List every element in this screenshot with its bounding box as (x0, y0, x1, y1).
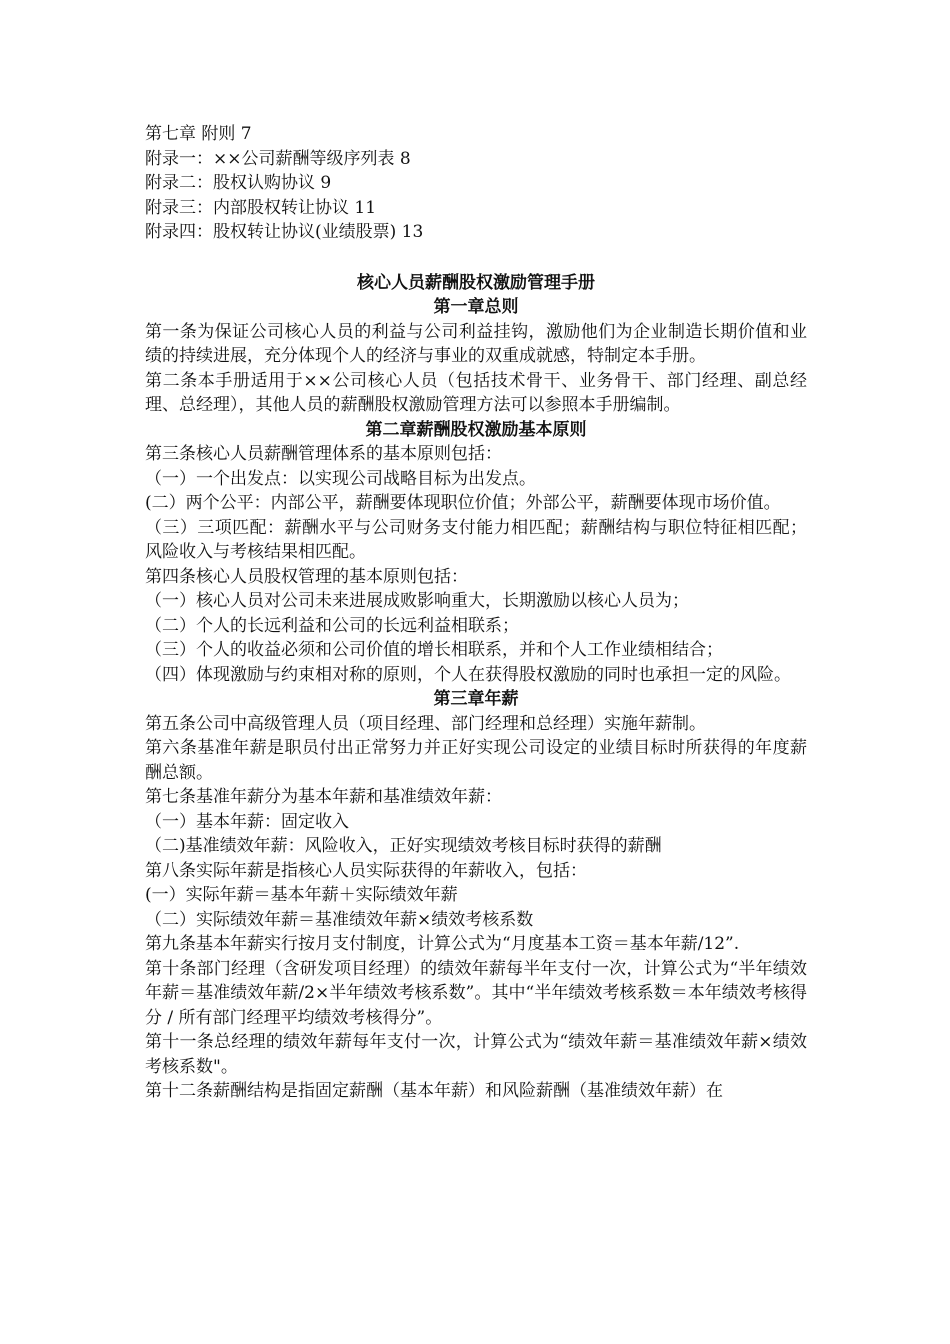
paragraph: (一）实际年薪＝基本年薪＋实际绩效年薪 (145, 885, 458, 905)
paragraph: 第十条部门经理（含研发项目经理）的绩效年薪每半年支付一次，计算公式为“半年绩效年薪＝基准绩效年薪/2×半年绩效考核系数”。其中“半年绩效考核系数＝本年绩效考核得分 / 所有部门经理平均绩效考核得分”。 (145, 958, 807, 1028)
toc-entry: 附录二：股权认购协议 9 (145, 173, 332, 193)
paragraph: 第七条基准年薪分为基本年薪和基准绩效年薪： (145, 787, 502, 807)
paragraph: （二）个人的长远利益和公司的长远利益相联系； (145, 615, 519, 636)
paragraph: （三）三项匹配：薪酬水平与公司财务支付能力相匹配；薪酬结构与职位特征相匹配；风险收入与考核结果相匹配。 (145, 517, 807, 562)
paragraph: 第十二条薪酬结构是指固定薪酬（基本年薪）和风险薪酬（基准绩效年薪）在 (145, 1081, 723, 1101)
paragraph: 第十一条总经理的绩效年薪每年支付一次，计算公式为“绩效年薪＝基准绩效年薪×绩效考核系数"。 (145, 1032, 807, 1077)
paragraph: 第五条公司中高级管理人员（项目经理、部门经理和总经理）实施年薪制。 (145, 713, 706, 734)
toc-entry: 附录四：股权转让协议(业绩股票) 13 (145, 222, 424, 242)
toc-entry: 第七章 附则 7 (145, 124, 252, 144)
paragraph: （一）核心人员对公司未来进展成败影响重大，长期激励以核心人员为； (145, 591, 689, 611)
paragraph: （二)基准绩效年薪：风险收入，正好实现绩效考核目标时获得的薪酬 (145, 836, 662, 856)
paragraph: 第三条核心人员薪酬管理体系的基本原则包括： (145, 444, 502, 464)
paragraph: 第八条实际年薪是指核心人员实际获得的年薪收入，包括： (145, 860, 587, 881)
chapter-heading: 第三章年薪 (433, 689, 519, 709)
table-of-contents (145, 122, 807, 245)
document-content (145, 122, 807, 1104)
paragraph: 第一条为保证公司核心人员的利益与公司利益挂钩，激励他们为企业制造长期价值和业绩的持续进展，充分体现个人的经济与事业的双重成就感，特制定本手册。 (145, 321, 807, 366)
chapter-heading: 第二章薪酬股权激励基本原则 (365, 419, 587, 440)
paragraph: （一）一个出发点：以实现公司战略目标为出发点。 (145, 468, 536, 489)
toc-entry: 附录一：××公司薪酬等级序列表 8 (145, 148, 411, 169)
paragraph: 第四条核心人员股权管理的基本原则包括： (145, 566, 468, 587)
paragraph: 第六条基准年薪是职员付出正常努力并正好实现公司设定的业绩目标时所获得的年度薪酬总额。 (145, 738, 807, 783)
paragraph: 第九条基本年薪实行按月支付制度，计算公式为“月度基本工资＝基本年薪/12”. (145, 934, 740, 954)
chapter-heading: 第一章总则 (433, 297, 519, 317)
paragraph: (二）两个公平：内部公平，薪酬要体现职位价值；外部公平，薪酬要体现市场价值。 (145, 493, 781, 513)
paragraph: 第二条本手册适用于××公司核心人员（包括技术骨干、业务骨干、部门经理、副总经理、总经理），其他人员的薪酬股权激励管理方法可以参照本手册编制。 (145, 370, 807, 415)
toc-entry: 附录三：内部股权转让协议 11 (145, 197, 377, 218)
paragraph: （一）基本年薪：固定收入 (145, 811, 349, 832)
document-title: 核心人员薪酬股权激励管理手册 (357, 272, 595, 293)
paragraph: （四）体现激励与约束相对称的原则，个人在获得股权激励的同时也承担一定的风险。 (145, 664, 791, 685)
paragraph: （三）个人的收益必须和公司价值的增长相联系，并和个人工作业绩相结合； (145, 640, 723, 660)
paragraph: （二）实际绩效年薪＝基准绩效年薪×绩效考核系数 (145, 909, 534, 930)
